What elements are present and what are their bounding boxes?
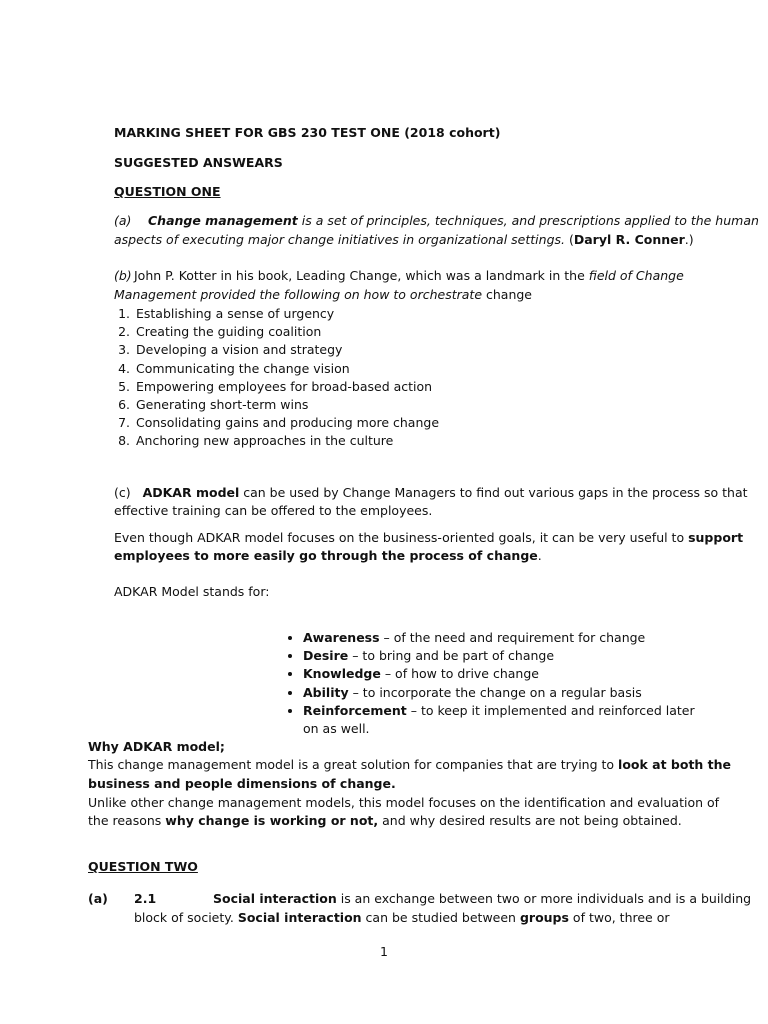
q1c-para2-plain: Even though ADKAR model focuses on the business-oriented goals, it can be very useful to [114,530,689,545]
q1c-para2-line2-end: . [537,548,542,563]
list-item: 6. Generating short-term wins [134,396,654,414]
adkar-term: Knowledge [303,666,381,682]
q1c-label: (c) [114,485,131,500]
list-item [303,665,703,683]
list-item: 3. Developing a vision and strategy [134,341,654,359]
q1b-line1-plain: John P. Kotter in his book, Leading Change, which was a landmark in the [134,268,589,283]
q1c-para2-bold: support [688,530,744,545]
adkar-term: Ability [303,684,349,700]
question-two-heading: QUESTION TWO [88,859,198,874]
why-line1 [88,757,731,772]
list-item [303,647,703,665]
question-one-heading: QUESTION ONE [114,184,221,199]
why-line4-bold: why change is working or not, [165,813,379,828]
adkar-desc: – to keep it implemented and reinforced later on as well. [303,702,695,737]
q2a-line2-plain: block of society. [134,910,238,925]
list-item: 1. Establishing a sense of urgency [134,305,654,323]
q1b-line1-italic: field of Change [588,268,684,283]
page-number: 1 [380,944,388,959]
list-item: 8. Anchoring new approaches in the culture [134,432,654,450]
list-item [303,684,703,702]
q1b-label: (b) [114,268,132,283]
list-item: 7. Consolidating gains and producing more change [134,414,654,432]
q1a-line2-text: aspects of executing major change initiatives in organizational settings. [114,232,569,247]
q2a-line2 [134,910,670,925]
adkar-term: Desire [303,648,349,664]
q1a-line1-rest: is a set of principles, techniques, and prescriptions applied to the human [297,213,759,228]
q1c-para2-line2 [114,548,542,563]
q2a-line1 [213,891,751,906]
adkar-term: Reinforcement [303,702,407,718]
document-subtitle: SUGGESTED ANSWEARS [114,155,283,170]
adkar-desc: – of the need and requirement for change [379,630,646,645]
q1a-line2 [114,232,694,247]
adkar-list [285,629,703,738]
q1c-line2: effective training can be offered to the employees. [114,503,433,518]
q1c-term: ADKAR model [142,485,240,500]
q1c-line1-rest: can be used by Change Managers to find out various gaps in the process so that [239,485,748,500]
why-adkar-heading: Why ADKAR model; [88,739,225,754]
why-line4-end: and why desired results are not being obtained. [378,813,682,828]
q2a-line1-rest: is an exchange between two or more individuals and is a building [336,891,752,906]
q1a-term: Change management [148,213,298,228]
q1b-line2-italic: Management provided the following on how to orchestrate [114,287,483,302]
q2a-label: (a) [88,891,108,906]
q1c-para2-line2-bold: employees to more easily go through the process of change [114,548,538,563]
kotter-steps-list [114,305,654,451]
q1a-author-close: .) [684,232,694,247]
adkar-term: Awareness [303,630,380,645]
q1a-author: Daryl R. Conner [573,232,685,247]
q2a-term1: Social interaction [213,891,337,906]
q1a-author-open: ( [568,232,574,247]
adkar-stands-for: ADKAR Model stands for: [114,584,270,599]
adkar-desc: – to incorporate the change on a regular basis [348,684,642,700]
adkar-desc: – to bring and be part of change [348,648,555,664]
q2a-term2: Social interaction [237,910,362,925]
q1a-label: (a) [114,213,132,228]
q2a-term3: groups [519,910,569,925]
why-line4 [88,813,682,828]
why-line1-plain: This change management model is a great solution for companies that are trying to [88,757,619,772]
list-item: 5. Empowering employees for broad-based action [134,378,654,396]
q1b-line2-plain: change [482,287,532,302]
why-line1-bold: look at both the [618,757,732,772]
list-item [303,702,703,738]
why-line3: Unlike other change management models, this model focuses on the identification and evaluation of [88,795,720,810]
document-title: MARKING SHEET FOR GBS 230 TEST ONE (2018 cohort) [114,125,501,140]
list-item [303,629,703,647]
q1c-para2-line1 [114,530,743,545]
q1a-line1 [148,213,759,228]
q1b-line2 [114,287,532,302]
q2a-line2-mid: can be studied between [361,910,520,925]
q2a-number: 2.1 [134,891,157,906]
q1c-line1 [114,485,748,500]
list-item: 4. Communicating the change vision [134,360,654,378]
adkar-desc: – of how to drive change [380,666,539,682]
why-line4-plain: the reasons [88,813,166,828]
q1b-line1 [134,268,684,283]
why-line2: business and people dimensions of change. [88,776,396,791]
list-item: 2. Creating the guiding coalition [134,323,654,341]
q2a-line2-end: of two, three or [568,910,670,925]
